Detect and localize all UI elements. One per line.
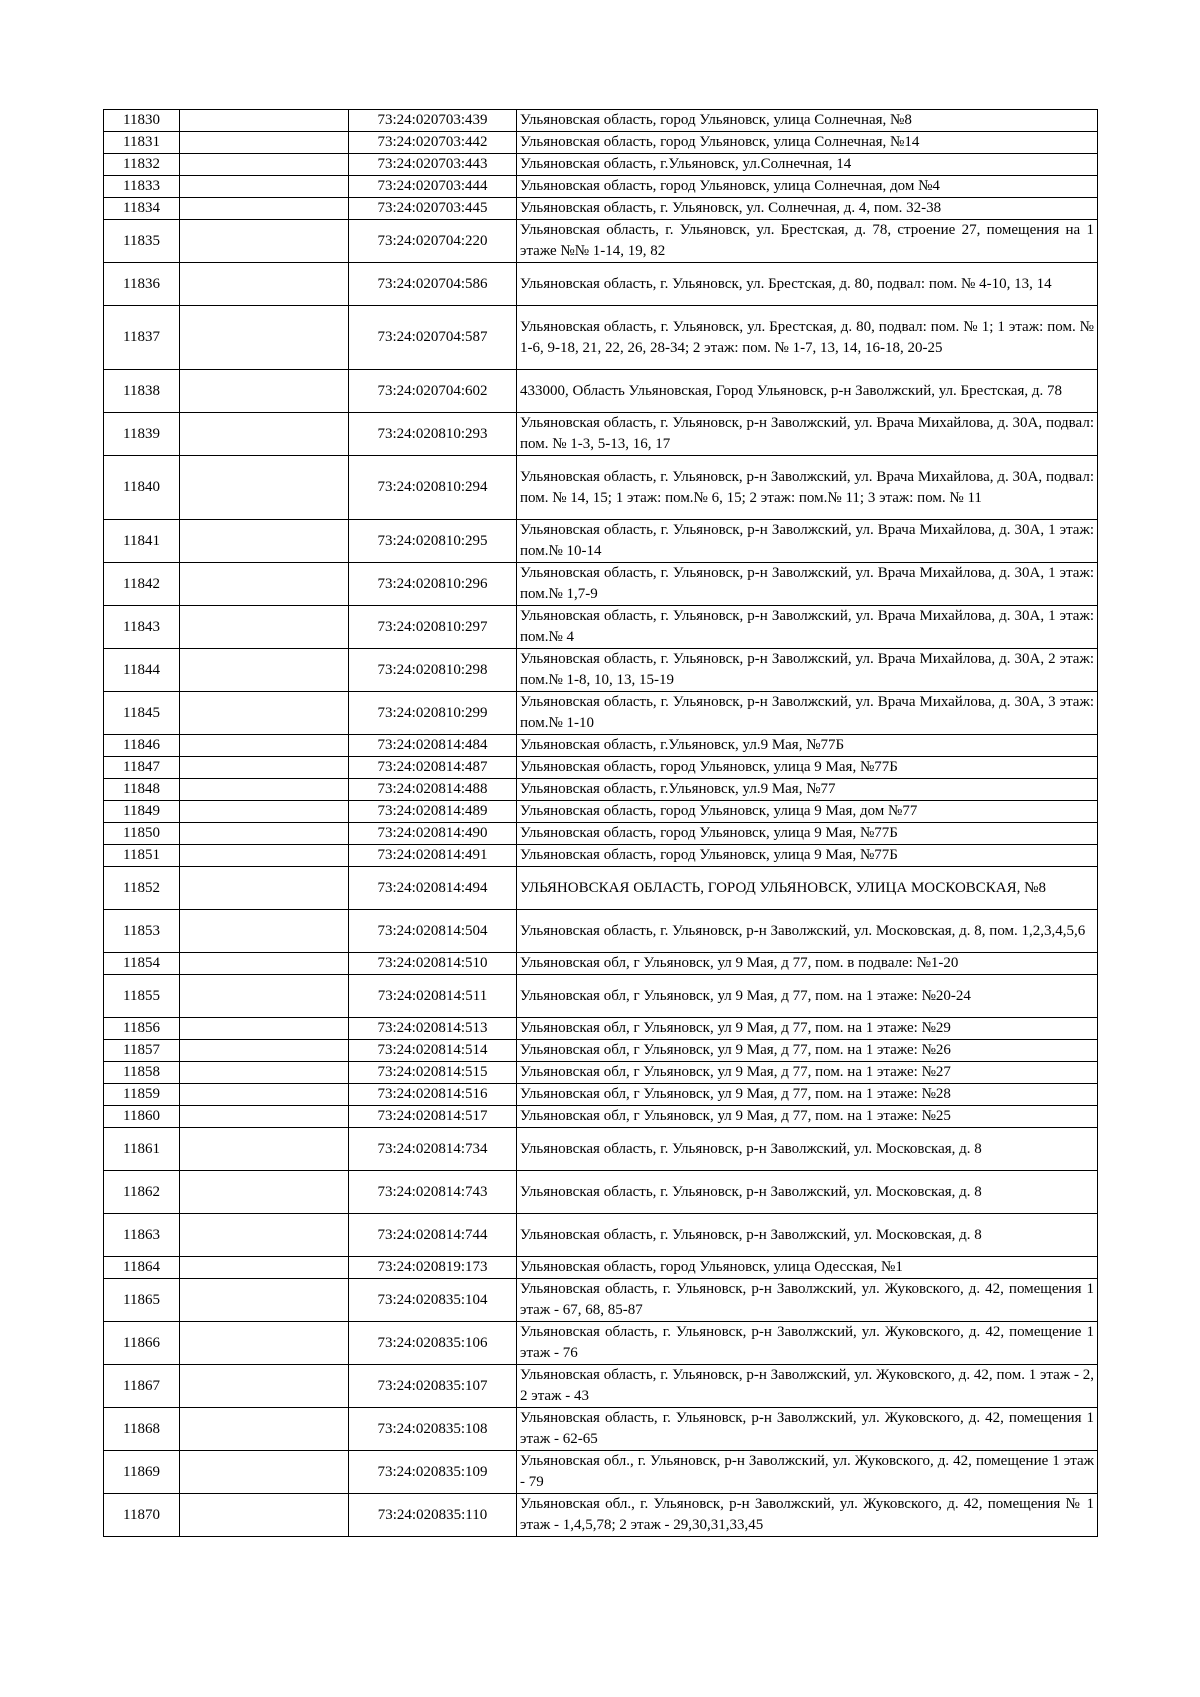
row-number-cell: 11863	[104, 1214, 180, 1257]
empty-cell	[180, 456, 349, 520]
empty-cell	[180, 1451, 349, 1494]
row-number-cell: 11857	[104, 1040, 180, 1062]
cadastral-number-cell: 73:24:020814:516	[349, 1084, 517, 1106]
empty-cell	[180, 263, 349, 306]
cadastral-number-cell: 73:24:020814:491	[349, 845, 517, 867]
table-row	[104, 520, 1098, 563]
table-row	[104, 801, 1098, 823]
table-row	[104, 263, 1098, 306]
table-row	[104, 1106, 1098, 1128]
table-row	[104, 110, 1098, 132]
table-row	[104, 456, 1098, 520]
table-row	[104, 1279, 1098, 1322]
address-cell: Ульяновская область, г. Ульяновск, р-н Заволжский, ул. Московская, д. 8, пом. 1,2,3,4,5,6	[517, 910, 1098, 953]
address-cell: Ульяновская обл, г Ульяновск, ул 9 Мая, д 77, пом. на 1 этаже: №20-24	[517, 975, 1098, 1018]
row-number-cell: 11853	[104, 910, 180, 953]
address-cell: Ульяновская область, г. Ульяновск, ул. Брестская, д. 80, подвал: пом. № 1; 1 этаж: пом. № 1-6, 9-18, 21, 22, 26, 28-34; 2 этаж: пом. № 1-7, 13, 14, 16-18, 20-25	[517, 306, 1098, 370]
address-cell: Ульяновская область, город Ульяновск, улица Одесская, №1	[517, 1257, 1098, 1279]
table-row	[104, 154, 1098, 176]
cadastral-number-cell: 73:24:020704:220	[349, 220, 517, 263]
cadastral-number-cell: 73:24:020835:104	[349, 1279, 517, 1322]
empty-cell	[180, 370, 349, 413]
empty-cell	[180, 306, 349, 370]
row-number-cell: 11864	[104, 1257, 180, 1279]
address-cell: Ульяновская область, город Ульяновск, улица 9 Мая, №77Б	[517, 757, 1098, 779]
empty-cell	[180, 1106, 349, 1128]
cadastral-number-cell: 73:24:020814:511	[349, 975, 517, 1018]
cadastral-number-cell: 73:24:020814:513	[349, 1018, 517, 1040]
cadastral-number-cell: 73:24:020703:442	[349, 132, 517, 154]
row-number-cell: 11866	[104, 1322, 180, 1365]
address-cell: Ульяновская область, г. Ульяновск, ул. Брестская, д. 80, подвал: пом. № 4-10, 13, 14	[517, 263, 1098, 306]
table-row	[104, 692, 1098, 735]
cadastral-number-cell: 73:24:020819:173	[349, 1257, 517, 1279]
table-row	[104, 198, 1098, 220]
table-row	[104, 867, 1098, 910]
address-cell: Ульяновская область, город Ульяновск, улица Солнечная, №8	[517, 110, 1098, 132]
row-number-cell: 11867	[104, 1365, 180, 1408]
table-row	[104, 779, 1098, 801]
empty-cell	[180, 1040, 349, 1062]
cadastral-number-cell: 73:24:020814:744	[349, 1214, 517, 1257]
row-number-cell: 11846	[104, 735, 180, 757]
empty-cell	[180, 154, 349, 176]
address-cell: Ульяновская обл, г Ульяновск, ул 9 Мая, д 77, пом. в подвале: №1-20	[517, 953, 1098, 975]
row-number-cell: 11862	[104, 1171, 180, 1214]
table-row	[104, 1040, 1098, 1062]
table-row	[104, 606, 1098, 649]
empty-cell	[180, 1408, 349, 1451]
table-row	[104, 823, 1098, 845]
table-row	[104, 132, 1098, 154]
address-cell: Ульяновская область, г. Ульяновск, ул. Брестская, д. 78, строение 27, помещения на 1 этаже №№ 1-14, 19, 82	[517, 220, 1098, 263]
address-cell: Ульяновская обл, г Ульяновск, ул 9 Мая, д 77, пом. на 1 этаже: №29	[517, 1018, 1098, 1040]
row-number-cell: 11856	[104, 1018, 180, 1040]
row-number-cell: 11831	[104, 132, 180, 154]
cadastral-number-cell: 73:24:020810:294	[349, 456, 517, 520]
cadastral-number-cell: 73:24:020703:439	[349, 110, 517, 132]
address-cell: Ульяновская область, г. Ульяновск, р-н Заволжский, ул. Врача Михайлова, д. 30А, 1 этаж: пом.№ 4	[517, 606, 1098, 649]
address-cell: УЛЬЯНОВСКАЯ ОБЛАСТЬ, ГОРОД УЛЬЯНОВСК, УЛИЦА МОСКОВСКАЯ, №8	[517, 867, 1098, 910]
row-number-cell: 11844	[104, 649, 180, 692]
row-number-cell: 11870	[104, 1494, 180, 1537]
table-body	[104, 110, 1098, 1537]
row-number-cell: 11842	[104, 563, 180, 606]
empty-cell	[180, 649, 349, 692]
table-row	[104, 1018, 1098, 1040]
cadastral-number-cell: 73:24:020810:297	[349, 606, 517, 649]
table-row	[104, 1494, 1098, 1537]
empty-cell	[180, 563, 349, 606]
empty-cell	[180, 735, 349, 757]
row-number-cell: 11859	[104, 1084, 180, 1106]
row-number-cell: 11838	[104, 370, 180, 413]
empty-cell	[180, 1214, 349, 1257]
table-row	[104, 1451, 1098, 1494]
cadastral-number-cell: 73:24:020835:107	[349, 1365, 517, 1408]
row-number-cell: 11847	[104, 757, 180, 779]
empty-cell	[180, 1062, 349, 1084]
cadastral-number-cell: 73:24:020814:734	[349, 1128, 517, 1171]
address-cell: Ульяновская обл, г Ульяновск, ул 9 Мая, д 77, пом. на 1 этаже: №27	[517, 1062, 1098, 1084]
cadastral-number-cell: 73:24:020814:743	[349, 1171, 517, 1214]
table-row	[104, 1128, 1098, 1171]
cadastral-number-cell: 73:24:020703:445	[349, 198, 517, 220]
empty-cell	[180, 606, 349, 649]
address-cell: Ульяновская область, г. Ульяновск, р-н Заволжский, ул. Врача Михайлова, д. 30А, 3 этаж: пом.№ 1-10	[517, 692, 1098, 735]
address-cell: Ульяновская область, г. Ульяновск, р-н Заволжский, ул. Московская, д. 8	[517, 1214, 1098, 1257]
empty-cell	[180, 110, 349, 132]
cadastral-number-cell: 73:24:020835:109	[349, 1451, 517, 1494]
row-number-cell: 11839	[104, 413, 180, 456]
table-row	[104, 176, 1098, 198]
table-row	[104, 563, 1098, 606]
address-cell: Ульяновская область, город Ульяновск, улица Солнечная, №14	[517, 132, 1098, 154]
address-cell: Ульяновская область, г. Ульяновск, р-н Заволжский, ул. Московская, д. 8	[517, 1171, 1098, 1214]
row-number-cell: 11849	[104, 801, 180, 823]
cadastral-number-cell: 73:24:020814:515	[349, 1062, 517, 1084]
address-cell: Ульяновская обл., г. Ульяновск, р-н Заволжский, ул. Жуковского, д. 42, помещение 1 этаж - 79	[517, 1451, 1098, 1494]
address-cell: Ульяновская область, г. Ульяновск, р-н Заволжский, ул. Врача Михайлова, д. 30А, 2 этаж: пом.№ 1-8, 10, 13, 15-19	[517, 649, 1098, 692]
table-row	[104, 845, 1098, 867]
row-number-cell: 11854	[104, 953, 180, 975]
address-cell: Ульяновская область, город Ульяновск, улица Солнечная, дом №4	[517, 176, 1098, 198]
empty-cell	[180, 1322, 349, 1365]
empty-cell	[180, 198, 349, 220]
cadastral-number-cell: 73:24:020814:510	[349, 953, 517, 975]
table-row	[104, 306, 1098, 370]
empty-cell	[180, 823, 349, 845]
cadastral-number-cell: 73:24:020810:299	[349, 692, 517, 735]
empty-cell	[180, 1279, 349, 1322]
row-number-cell: 11845	[104, 692, 180, 735]
address-cell: Ульяновская область, г. Ульяновск, р-н Заволжский, ул. Жуковского, д. 42, пом. 1 этаж - 2, 2 этаж - 43	[517, 1365, 1098, 1408]
cadastral-number-cell: 73:24:020814:488	[349, 779, 517, 801]
cadastral-number-cell: 73:24:020704:586	[349, 263, 517, 306]
cadastral-number-cell: 73:24:020704:602	[349, 370, 517, 413]
cadastral-number-cell: 73:24:020810:298	[349, 649, 517, 692]
row-number-cell: 11869	[104, 1451, 180, 1494]
row-number-cell: 11868	[104, 1408, 180, 1451]
address-cell: Ульяновская область, г. Ульяновск, р-н Заволжский, ул. Жуковского, д. 42, помещения 1 этаж - 62-65	[517, 1408, 1098, 1451]
table-row	[104, 413, 1098, 456]
empty-cell	[180, 1171, 349, 1214]
address-cell: Ульяновская область, город Ульяновск, улица 9 Мая, №77Б	[517, 845, 1098, 867]
table-row	[104, 735, 1098, 757]
address-cell: Ульяновская область, г.Ульяновск, ул.Солнечная, 14	[517, 154, 1098, 176]
cadastral-number-cell: 73:24:020704:587	[349, 306, 517, 370]
table-row	[104, 757, 1098, 779]
empty-cell	[180, 1257, 349, 1279]
row-number-cell: 11860	[104, 1106, 180, 1128]
table-row	[104, 370, 1098, 413]
empty-cell	[180, 779, 349, 801]
address-cell: Ульяновская обл, г Ульяновск, ул 9 Мая, д 77, пом. на 1 этаже: №26	[517, 1040, 1098, 1062]
row-number-cell: 11834	[104, 198, 180, 220]
address-cell: Ульяновская область, г. Ульяновск, р-н Заволжский, ул. Московская, д. 8	[517, 1128, 1098, 1171]
empty-cell	[180, 220, 349, 263]
row-number-cell: 11830	[104, 110, 180, 132]
cadastral-number-cell: 73:24:020814:489	[349, 801, 517, 823]
address-cell: 433000, Область Ульяновская, Город Ульяновск, р-н Заволжский, ул. Брестская, д. 78	[517, 370, 1098, 413]
empty-cell	[180, 413, 349, 456]
row-number-cell: 11848	[104, 779, 180, 801]
row-number-cell: 11843	[104, 606, 180, 649]
cadastral-number-cell: 73:24:020814:487	[349, 757, 517, 779]
address-cell: Ульяновская область, город Ульяновск, улица 9 Мая, №77Б	[517, 823, 1098, 845]
empty-cell	[180, 910, 349, 953]
cadastral-number-cell: 73:24:020814:504	[349, 910, 517, 953]
table-row	[104, 1365, 1098, 1408]
address-cell: Ульяновская область, г. Ульяновск, ул. Солнечная, д. 4, пом. 32-38	[517, 198, 1098, 220]
row-number-cell: 11836	[104, 263, 180, 306]
cadastral-number-cell: 73:24:020814:484	[349, 735, 517, 757]
address-cell: Ульяновская область, г. Ульяновск, р-н Заволжский, ул. Жуковского, д. 42, помещение 1 этаж - 76	[517, 1322, 1098, 1365]
address-cell: Ульяновская область, г. Ульяновск, р-н Заволжский, ул. Врача Михайлова, д. 30А, 1 этаж: пом.№ 1,7-9	[517, 563, 1098, 606]
address-cell: Ульяновская обл, г Ульяновск, ул 9 Мая, д 77, пом. на 1 этаже: №28	[517, 1084, 1098, 1106]
table-row	[104, 1322, 1098, 1365]
address-cell: Ульяновская область, г. Ульяновск, р-н Заволжский, ул. Врача Михайлова, д. 30А, подвал: пом. № 1-3, 5-13, 16, 17	[517, 413, 1098, 456]
empty-cell	[180, 845, 349, 867]
row-number-cell: 11865	[104, 1279, 180, 1322]
row-number-cell: 11841	[104, 520, 180, 563]
row-number-cell: 11832	[104, 154, 180, 176]
empty-cell	[180, 1018, 349, 1040]
row-number-cell: 11840	[104, 456, 180, 520]
cadastral-number-cell: 73:24:020814:494	[349, 867, 517, 910]
table-row	[104, 1214, 1098, 1257]
row-number-cell: 11837	[104, 306, 180, 370]
empty-cell	[180, 867, 349, 910]
cadastral-table	[103, 109, 1098, 1537]
table-row	[104, 1084, 1098, 1106]
row-number-cell: 11851	[104, 845, 180, 867]
cadastral-number-cell: 73:24:020810:295	[349, 520, 517, 563]
table-row	[104, 649, 1098, 692]
empty-cell	[180, 176, 349, 198]
address-cell: Ульяновская область, г. Ульяновск, р-н Заволжский, ул. Врача Михайлова, д. 30А, подвал: пом. № 14, 15; 1 этаж: пом.№ 6, 15; 2 этаж: пом.№ 11; 3 этаж: пом. № 11	[517, 456, 1098, 520]
empty-cell	[180, 975, 349, 1018]
cadastral-number-cell: 73:24:020835:110	[349, 1494, 517, 1537]
row-number-cell: 11850	[104, 823, 180, 845]
address-cell: Ульяновская обл, г Ульяновск, ул 9 Мая, д 77, пом. на 1 этаже: №25	[517, 1106, 1098, 1128]
row-number-cell: 11855	[104, 975, 180, 1018]
cadastral-number-cell: 73:24:020814:517	[349, 1106, 517, 1128]
empty-cell	[180, 953, 349, 975]
row-number-cell: 11833	[104, 176, 180, 198]
empty-cell	[180, 692, 349, 735]
table-row	[104, 910, 1098, 953]
empty-cell	[180, 520, 349, 563]
row-number-cell: 11861	[104, 1128, 180, 1171]
empty-cell	[180, 1128, 349, 1171]
row-number-cell: 11835	[104, 220, 180, 263]
empty-cell	[180, 132, 349, 154]
table-row	[104, 1171, 1098, 1214]
empty-cell	[180, 1084, 349, 1106]
cadastral-number-cell: 73:24:020810:293	[349, 413, 517, 456]
empty-cell	[180, 801, 349, 823]
address-cell: Ульяновская область, город Ульяновск, улица 9 Мая, дом №77	[517, 801, 1098, 823]
address-cell: Ульяновская область, г. Ульяновск, р-н Заволжский, ул. Жуковского, д. 42, помещения 1 этаж - 67, 68, 85-87	[517, 1279, 1098, 1322]
cadastral-number-cell: 73:24:020814:490	[349, 823, 517, 845]
empty-cell	[180, 757, 349, 779]
document-page	[103, 109, 1097, 1537]
cadastral-number-cell: 73:24:020703:444	[349, 176, 517, 198]
table-row	[104, 1408, 1098, 1451]
table-row	[104, 220, 1098, 263]
table-row	[104, 975, 1098, 1018]
address-cell: Ульяновская область, г.Ульяновск, ул.9 Мая, №77Б	[517, 735, 1098, 757]
cadastral-number-cell: 73:24:020835:108	[349, 1408, 517, 1451]
row-number-cell: 11858	[104, 1062, 180, 1084]
address-cell: Ульяновская обл., г. Ульяновск, р-н Заволжский, ул. Жуковского, д. 42, помещения № 1 этаж - 1,4,5,78; 2 этаж - 29,30,31,33,45	[517, 1494, 1098, 1537]
cadastral-number-cell: 73:24:020835:106	[349, 1322, 517, 1365]
cadastral-number-cell: 73:24:020703:443	[349, 154, 517, 176]
table-row	[104, 1062, 1098, 1084]
cadastral-number-cell: 73:24:020814:514	[349, 1040, 517, 1062]
address-cell: Ульяновская область, г. Ульяновск, р-н Заволжский, ул. Врача Михайлова, д. 30А, 1 этаж: пом.№ 10-14	[517, 520, 1098, 563]
empty-cell	[180, 1365, 349, 1408]
table-row	[104, 1257, 1098, 1279]
cadastral-number-cell: 73:24:020810:296	[349, 563, 517, 606]
empty-cell	[180, 1494, 349, 1537]
table-row	[104, 953, 1098, 975]
row-number-cell: 11852	[104, 867, 180, 910]
address-cell: Ульяновская область, г.Ульяновск, ул.9 Мая, №77	[517, 779, 1098, 801]
